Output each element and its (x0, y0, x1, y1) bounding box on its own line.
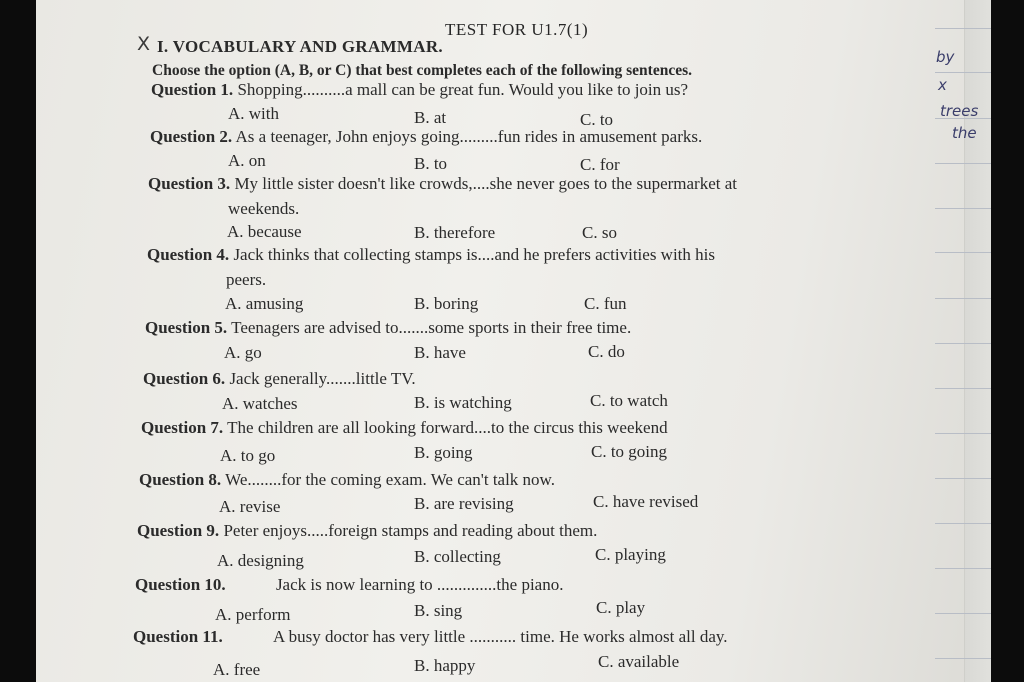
q11-option-b[interactable]: B. happy (414, 656, 476, 675)
question-label: Question 10. (135, 575, 226, 594)
q4-option-c[interactable]: C. fun (584, 294, 627, 313)
q2-option-b[interactable]: B. to (414, 154, 448, 173)
question-text: A busy doctor has very little ........... time. He works almost all day. (273, 627, 728, 646)
q5-option-a[interactable]: A. go (224, 343, 262, 362)
test-title: TEST FOR U1.7(1) (445, 20, 589, 39)
q3-option-c[interactable]: C. so (582, 223, 617, 242)
q4-continuation: peers. (226, 270, 267, 289)
question-3 (148, 174, 737, 194)
question-4 (147, 245, 715, 265)
question-label: Question 3. (148, 174, 231, 193)
question-9 (137, 521, 597, 541)
margin-note-1: by (936, 48, 955, 66)
question-text: Teenagers are advised to.......some sports in their free time. (231, 318, 632, 337)
q6-option-b[interactable]: B. is watching (414, 393, 512, 412)
question-5 (145, 318, 631, 338)
question-label: Question 1. (151, 80, 234, 99)
q3-option-b[interactable]: B. therefore (414, 223, 496, 242)
question-label: Question 4. (147, 245, 230, 264)
question-text: As a teenager, John enjoys going.........fun rides in amusement parks. (235, 127, 703, 146)
q10-option-b[interactable]: B. sing (414, 601, 463, 620)
q6-option-c[interactable]: C. to watch (590, 391, 668, 410)
q1-option-a[interactable]: A. with (228, 104, 279, 123)
q11-option-a[interactable]: A. free (213, 660, 261, 679)
instruction-text: Choose the option (A, B, or C) that best completes each of the following sentences. (152, 62, 693, 79)
question-label: Question 2. (150, 127, 233, 146)
question-text: The children are all looking forward....to the circus this weekend (227, 418, 668, 437)
question-label: Question 8. (139, 470, 222, 489)
margin-note-2: x (938, 76, 947, 94)
question-label: Question 7. (141, 418, 224, 437)
question-1 (151, 80, 688, 100)
question-8 (139, 470, 555, 490)
question-label: Question 11. (133, 627, 223, 646)
q7-option-b[interactable]: B. going (414, 443, 473, 462)
q1-option-b[interactable]: B. at (414, 108, 447, 127)
question-text: My little sister doesn't like crowds,....she never goes to the supermarket at (234, 174, 737, 193)
q9-option-a[interactable]: A. designing (217, 551, 304, 570)
question-6 (143, 369, 416, 389)
question-text: Peter enjoys.....foreign stamps and reading about them. (223, 521, 598, 540)
q10-option-c[interactable]: C. play (596, 598, 646, 617)
q8-option-a[interactable]: A. revise (219, 497, 281, 516)
q8-option-c[interactable]: C. have revised (593, 492, 699, 511)
q7-option-a[interactable]: A. to go (220, 446, 276, 465)
question-text: Jack is now learning to ..............the piano. (275, 575, 564, 594)
question-7 (141, 418, 668, 438)
question-label: Question 5. (145, 318, 228, 337)
q8-option-b[interactable]: B. are revising (414, 494, 514, 513)
question-text: We........for the coming exam. We can't talk now. (225, 470, 555, 489)
q2-option-a[interactable]: A. on (228, 151, 266, 170)
question-label: Question 9. (137, 521, 220, 540)
handwritten-cross-mark: X (137, 33, 151, 55)
question-text: Jack thinks that collecting stamps is....and he prefers activities with his (233, 245, 715, 264)
question-11 (133, 627, 728, 647)
q9-option-c[interactable]: C. playing (595, 545, 666, 564)
question-text: Shopping..........a mall can be great fun. Would you like to join us? (237, 80, 689, 99)
q5-option-c[interactable]: C. do (588, 342, 625, 361)
section-title: I. VOCABULARY AND GRAMMAR. (157, 37, 443, 56)
question-text: Jack generally.......little TV. (229, 369, 416, 388)
q9-option-b[interactable]: B. collecting (414, 547, 501, 566)
q7-option-c[interactable]: C. to going (591, 442, 668, 461)
question-label: Question 6. (143, 369, 226, 388)
q3-option-a[interactable]: A. because (227, 222, 302, 241)
q10-option-a[interactable]: A. perform (215, 605, 291, 624)
q1-option-c[interactable]: C. to (580, 110, 614, 129)
q5-option-b[interactable]: B. have (414, 343, 466, 362)
q11-option-c[interactable]: C. available (598, 652, 680, 671)
margin-note-3: trees (940, 102, 979, 120)
question-2 (150, 127, 702, 147)
question-10 (135, 575, 563, 595)
q3-continuation: weekends. (228, 199, 300, 218)
margin-note-4: the (952, 124, 977, 142)
q4-option-b[interactable]: B. boring (414, 294, 479, 313)
q2-option-c[interactable]: C. for (580, 155, 620, 174)
q6-option-a[interactable]: A. watches (222, 394, 298, 413)
q4-option-a[interactable]: A. amusing (225, 294, 304, 313)
